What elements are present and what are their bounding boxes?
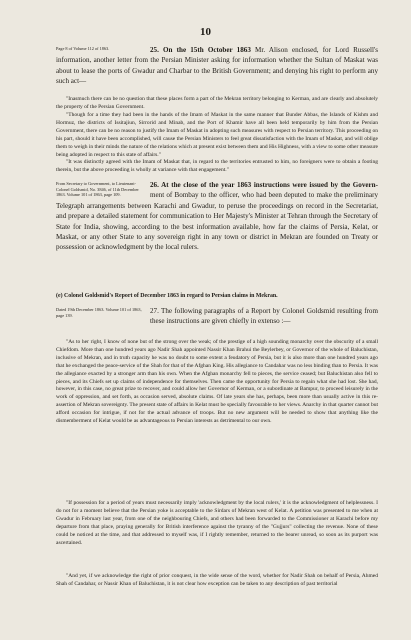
quote-27-b: "If possession for a period of years must necessarily imply 'acknowledgment by the local rulers,' it is the acknowledgment of helplessness. I do not for a moment believe that the Persian yoke is acceptable to the Sirdars of Mekran west of Kelat. A petition was presented to me when at Gwadur in February last year, from one of the neighbouring Chiefs, and others had been forwarded to the Commissioner at Karachi before my departure from that place, praying generally for British interference against the tyranny of the "Gujjurs" collecting the revenue. None of these could be noticed at the time, and that addressed to myself was, if I rightly remember, returned to the bearer unread, so soon as its purport was ascertained. [56,500,378,546]
margin-note-27: Dated 19th December 1863. Volume 101 of 1863, page 139. [56,307,142,318]
paragraph-25 [56,45,378,87]
paragraph-27 [56,306,378,327]
quote-25-a: "Inasmuch there can be no question that these places form a part of the Mekran territory belonging to Kerman, and are clearly and absolutely the property of the Persian Government. [56,96,378,110]
quote-25-b: "Though for a time they had been in the hands of the Imam of Maskat in the same manner that Bunder Abbas, the Islands of Kishm and Hormuz, the districts of Issitajiun, Sirrorid and Minab, and the Port of Khamir have all been held temporarily by him from the Persian Government, there can be no reason to justify the Imam of Maskat in adopting such measures with respect to Persian territory. This proceeding on his part, should it have been accomplished, will cause the Persian Ministers to feel great dissatisfaction with the Imam of Maskat, and will oblige them to weigh in their minds the nature of the relations which at present exist between them and His Highness, with a view to some other measure being adopted in respect to this state of affairs." [56,112,378,158]
margin-note-26: From Secretary to Government, to Lieutenant-Colonel Goldsmid, No. 3846, of 11th December 1863. Volume 101 of 1863, page 109. [56,181,139,198]
quote-27-c: "And yet, if we acknowledge the right of prior conquest, in the wide sense of the word, whether for Nadir Shah on behalf of Persia, Ahmed Shah of Candahar, or Nassir Khan of Baluchistan, it is not clear how exception can be taken to any description of past territorial [56,573,378,587]
quote-27-a: "As to her right, I know of none but of the strong over the weak; of the prestige of a high sounding monarchy over the obscurity of a small Chiefdom. More than one hundred years ago Nadir Shah appointed Nassir Khan Brahui the Beylerbey, or Governor of the whole of Baluchistan, inclusive of Mekran, and in truth capacity he was no doubt to some extent a feudatory of Persia, but it is also more than one hundred years ago that he exchanged the peace-service of the Shah for that of the Afghan King. His allegiance to Candahar was no less binding than to Persia. It was the allegiance exacted by a stronger arm than his own. When the Afghan monarchy fell to pieces, the service ceased; but Baluchistan also fell to pieces, and its Chiefs set up claims of independence for themselves. Then came the opportunity for Persia to regain what she had lost. She had, however, in this case, no great prize to recover, and could allow her Governor of Kerman, or a subordinate at Bampur, to proceed leisurely in the work of oppression, and set forth, as occasion served, absolute claims. Of late years she has, perhaps, been more than usually active in this re-assertion of Mekran sovereignty. The present state of affairs in Kelat must be specially favourable to her views. Anarchy in that quarter cannot but afford occasion for intrigue, if not for the actual advance of troops. But no new argument will be needed to show that anything like the dismemberment of Kelat would be as advantageous to Persian interests as detrimental to our own. [56,339,378,425]
paragraph-26 [56,180,378,253]
paragraph-27-text: 27. The following paragraphs of a Report by Colonel Goldsmid resulting from these instructions are given chiefly in extenso :— [150,307,378,326]
paragraph-25-lead: 25. On the 15th October 1863 [150,46,251,54]
page-number: 10 [200,26,211,38]
margin-note-25: Page 8 of Volume 112 of 1863. [56,46,110,51]
section-heading: (e) Colonel Goldsmid's Report of December 1863 in regard to Persian claims in Mekran. [56,293,278,299]
paragraph-26-text: ment of Bombay to the officer, who had been deputed to make the preliminary Telegraph arrangements between Karachi and Gwadur, to peruse the proceedings on record in the Secretariat, and prepare a detailed statement for communication to Her Majesty's Minister at Tehran through the Secretary of State for India, showing, according to the best information available, how far the claims of Persia, Kelat, or Maskat, or any other State to any sovereign right in any town or district in Mekran are founded on Treaty or possession or acknowledgment by the local rulers. [56,191,378,252]
paragraph-25-text: Mr. Alison enclosed, for Lord Russell's information, another letter from the Persian Minister asking for information whether the Sultan of Maskat was about to lease the ports of Gwadur and Charbar to the British Government; and denying his right to perform any such act— [56,46,379,86]
paragraph-26-lead: 26. At the close of the year 1863 instructions were issued by the Govern- [150,181,378,189]
quote-25-c: "It was distinctly agreed with the Imam of Maskat that, in regard to the territories entrusted to him, no foreigners were to obtain a footing therein, but the above proceeding is wholly at variance with that engagement." [56,159,378,173]
